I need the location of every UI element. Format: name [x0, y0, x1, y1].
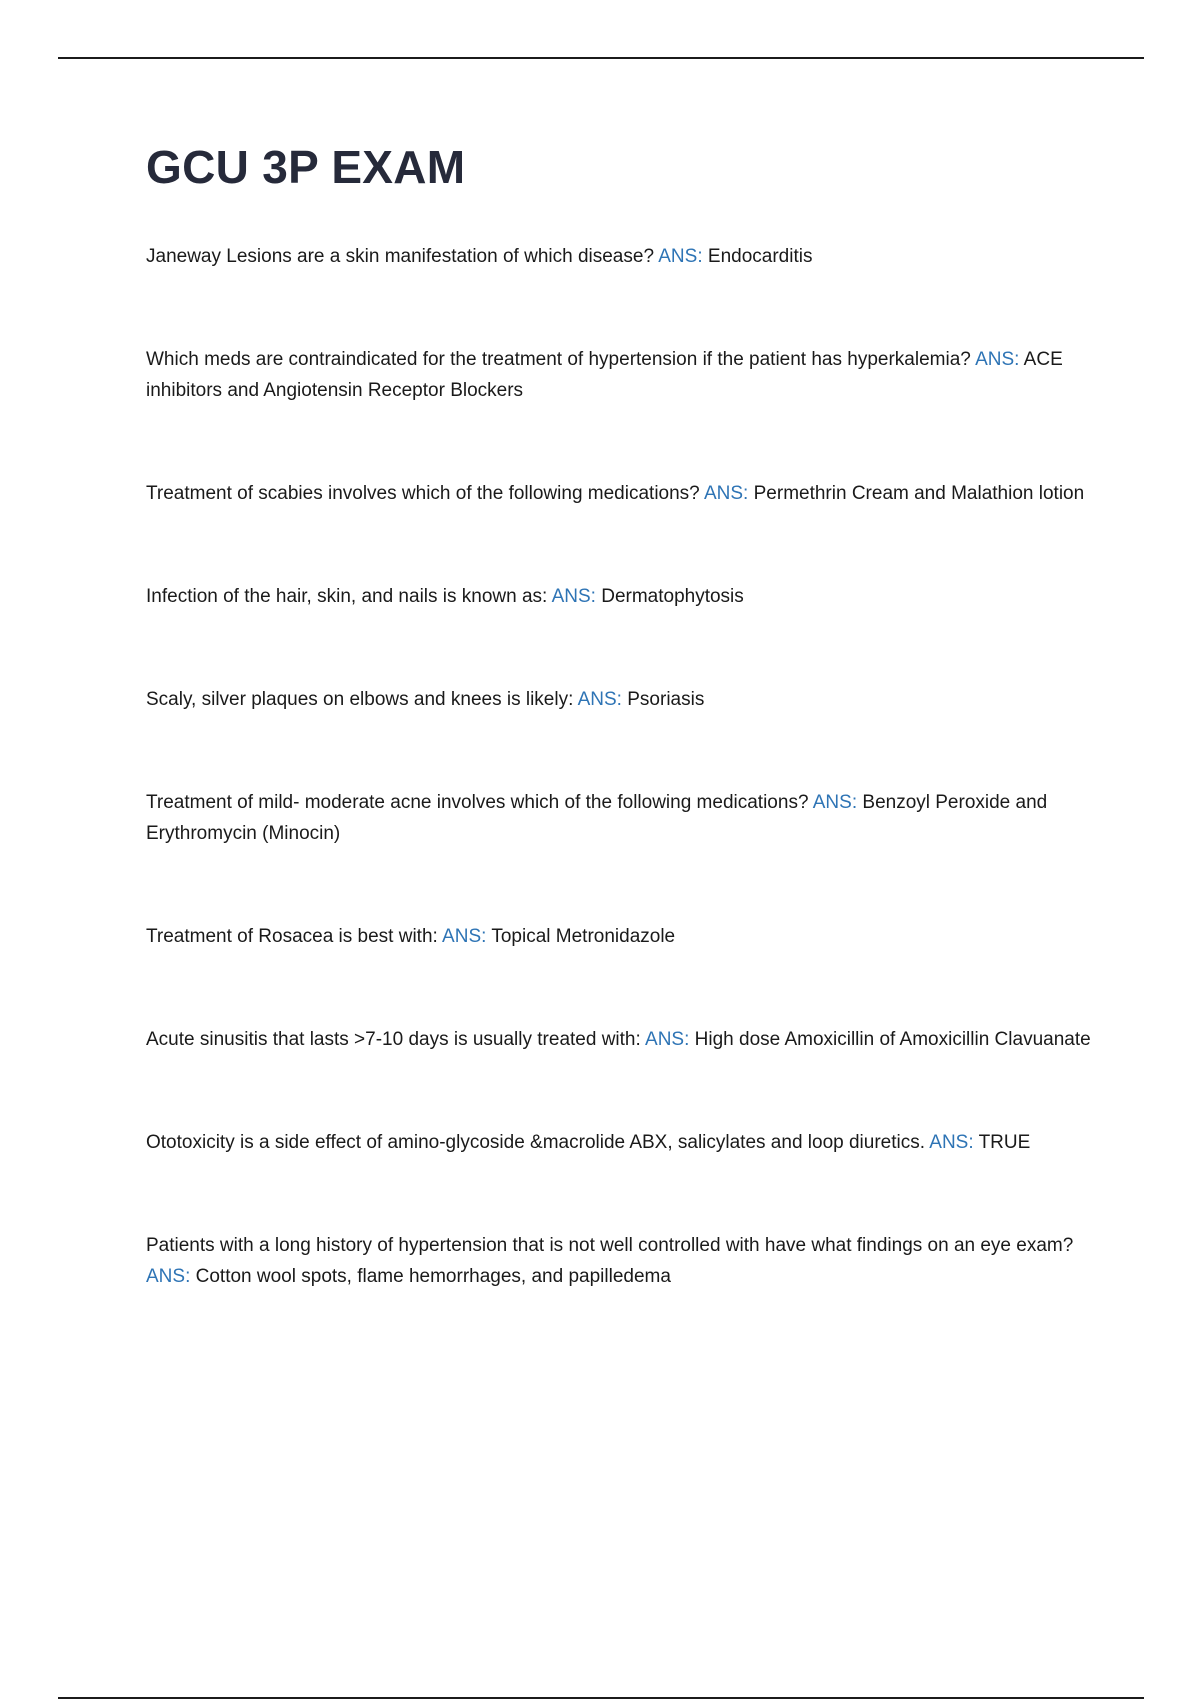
ans-label: ANS: — [577, 689, 622, 711]
question-text: Acute sinusitis that lasts >7-10 days is usually treated with: — [146, 1029, 641, 1051]
ans-label: ANS: — [442, 926, 487, 948]
ans-label: ANS: — [812, 792, 858, 814]
ans-label: ANS: — [645, 1029, 690, 1051]
answer-text: High dose Amoxicillin of Amoxicillin Clavuanate — [694, 1029, 1091, 1051]
ans-label: ANS: — [929, 1132, 974, 1154]
top-rule — [58, 57, 1144, 59]
question-text: Patients with a long history of hypertension that is not well controlled with have what findings on an eye exam? — [146, 1235, 1074, 1257]
question-text: Treatment of mild- moderate acne involves which of the following medications? — [146, 792, 809, 814]
answer-text: Dermatophytosis — [601, 586, 744, 608]
qa-item-3 — [146, 478, 1096, 509]
document-content — [146, 140, 1096, 1292]
qa-item-5 — [146, 684, 1096, 715]
answer-text: Endocarditis — [707, 246, 813, 268]
answer-text: Cotton wool spots, flame hemorrhages, and papilledema — [195, 1266, 671, 1288]
ans-label: ANS: — [146, 1266, 191, 1288]
ans-label: ANS: — [975, 349, 1020, 371]
ans-label: ANS: — [658, 246, 703, 268]
qa-item-9 — [146, 1127, 1096, 1158]
qa-item-10 — [146, 1230, 1096, 1292]
ans-label: ANS: — [551, 586, 596, 608]
answer-text: ACE inhibitors and Angiotensin Receptor Blockers — [146, 349, 1063, 402]
question-text: Which meds are contraindicated for the treatment of hypertension if the patient has hyperkalemia? — [146, 349, 971, 371]
question-text: Treatment of scabies involves which of the following medications? — [146, 483, 700, 505]
answer-text: Benzoyl Peroxide and Erythromycin (Minocin) — [146, 792, 1048, 845]
qa-item-2 — [146, 344, 1096, 406]
ans-label: ANS: — [703, 483, 749, 505]
answer-text: Psoriasis — [627, 689, 705, 711]
bottom-rule — [58, 1697, 1144, 1699]
qa-item-6 — [146, 787, 1096, 849]
answer-text: Permethrin Cream and Malathion lotion — [753, 483, 1085, 505]
qa-item-1 — [146, 241, 1096, 272]
qa-item-7 — [146, 921, 1096, 952]
answer-text: Topical Metronidazole — [491, 926, 676, 948]
question-text: Treatment of Rosacea is best with: — [146, 926, 438, 948]
question-text: Janeway Lesions are a skin manifestation of which disease? — [146, 246, 655, 268]
document-title: GCU 3P EXAM — [146, 141, 466, 193]
qa-item-4 — [146, 581, 1096, 612]
qa-item-8 — [146, 1024, 1096, 1055]
question-text: Ototoxicity is a side effect of amino-glycoside &macrolide ABX, salicylates and loop diuretics. — [146, 1132, 926, 1154]
question-text: Infection of the hair, skin, and nails is known as: — [146, 586, 548, 608]
answer-text: TRUE — [978, 1132, 1031, 1154]
question-text: Scaly, silver plaques on elbows and knees is likely: — [146, 689, 574, 711]
